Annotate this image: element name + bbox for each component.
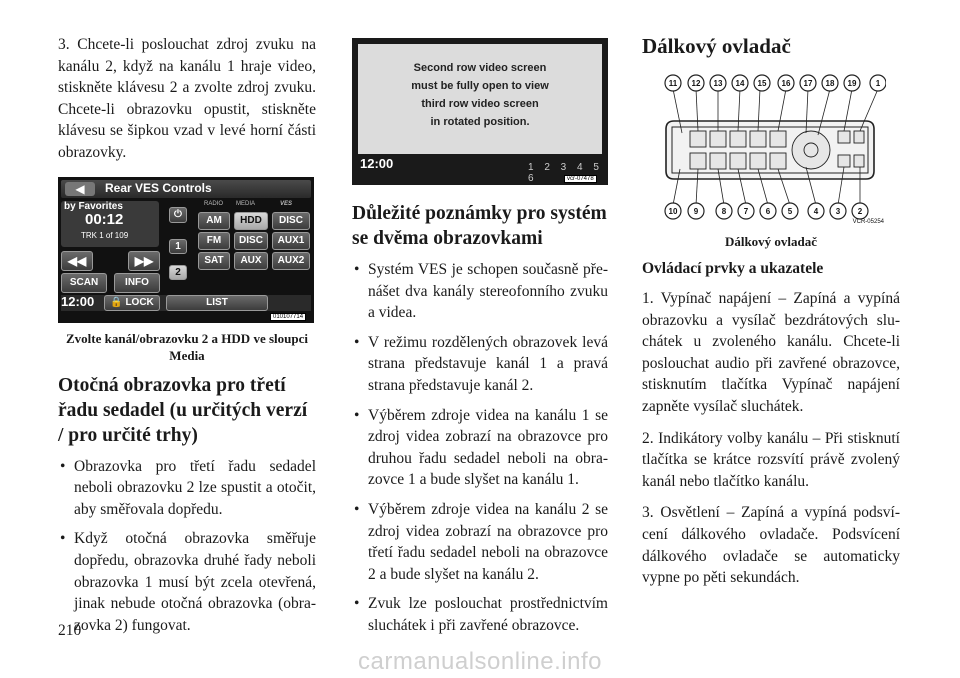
figure-caption: Dálkový ovladač [724, 234, 818, 249]
title-bar [61, 180, 311, 198]
bullet-list [58, 456, 316, 637]
figure-caption: Zvolte kanál/obrazovku 2 a HDD ve sloupci Media [66, 330, 308, 363]
ves-controls-screenshot [58, 177, 314, 323]
rewind-button[interactable]: ◀◀ [61, 251, 93, 271]
remote-drawing [656, 73, 886, 223]
arrow-left-icon[interactable]: ◀ [65, 182, 95, 196]
watermark: carmanualsonline.info [358, 648, 602, 675]
subsection-heading: Ovládací prvky a ukazatele [642, 260, 824, 277]
callout-16: 16 [781, 79, 791, 88]
disc-button-media[interactable]: DISC [234, 232, 268, 250]
am-button[interactable]: AM [198, 212, 230, 230]
callout-15: 15 [757, 79, 767, 88]
lock-label: LOCK [125, 296, 154, 308]
aux-button[interactable]: AUX [234, 252, 268, 270]
ves-header: VES [280, 200, 293, 207]
callout-3: 3 [835, 207, 841, 216]
clock: 12:00 [61, 293, 95, 309]
list-item: • Obrazovka pro třetí řadu sedadel neboli obrazovku 2 lze spustit a otočit, aby směřovala dopředu. [58, 456, 316, 521]
favorites-label: by Favorites [64, 200, 123, 212]
page-indicator: 1 2 3 4 5 6 [528, 162, 603, 184]
figure-code: 010107714 [270, 313, 306, 321]
remote-diagram [656, 73, 886, 223]
screen-warning-screenshot [352, 38, 608, 185]
message-line: in rotated position. [430, 116, 530, 128]
sat-button[interactable]: SAT [198, 252, 230, 270]
screen-message [358, 59, 602, 131]
callout-2: 2 [857, 207, 863, 216]
screen-title: Rear VES Controls [105, 180, 212, 195]
scan-button[interactable]: SCAN [61, 273, 107, 293]
info-button[interactable]: INFO [114, 273, 160, 293]
figure-code: vcr-07478 [564, 175, 597, 183]
callout-14: 14 [735, 79, 745, 88]
list-item: • Výběrem zdroje videa na kanálu 1 se zdroj videa zobrazí na obrazovce pro druhou řadu sedadel neboli na obrazovce 1 a bude slyšet na kanálu 1. [352, 405, 608, 491]
track-display: TRK 1 of 109 [81, 230, 129, 240]
column-right [642, 34, 900, 589]
callout-4: 4 [813, 207, 819, 216]
paragraph: 1. Vypínač napájení – Zapíná a vypíná obrazovku a vysílač bezdrátových sluchátek u zvoleného kanálu. Chcete-li poslouchat audio při zavřené obrazovce, stisknutím tlačítka Vypínač napájení zapněte vysílač sluchátek. [642, 290, 900, 415]
section-heading: Důležité poznámky pro systém se dvěma obrazovkami [352, 203, 607, 249]
hdd-button[interactable]: HDD [234, 212, 268, 230]
list-item: • Zvuk lze poslouchat prostřednictvím sluchátek i při zavřené obrazovce. [352, 593, 608, 636]
list-item: • V režimu rozdělených obrazovek levá strana představuje kanál 1 a pravá strana představuje kanál 2. [352, 332, 608, 397]
paragraph: 3. Osvětlení – Zapíná a vypíná podsvícení dálkového ovladače. Podsvícení dálkového ovladače se automaticky vypne po pěti sekundách. [642, 504, 900, 587]
bullet-list [352, 259, 608, 637]
clock: 12:00 [360, 156, 394, 171]
fm-button[interactable]: FM [198, 232, 230, 250]
section-heading: Dálkový ovladač [642, 34, 791, 58]
section-heading: Otočná obrazovka pro třetí řadu sedadel (u určitých verzí / pro určité trhy) [58, 374, 308, 446]
list-item: • Výběrem zdroje videa na kanálu 2 se zdroj videa zobrazí na obrazovce pro třetí řadu sedadel neboli na obrazovce 2 a bude slyšet na kanálu 2. [352, 499, 608, 585]
fast-forward-button[interactable]: ▶▶ [128, 251, 160, 271]
callout-17: 17 [803, 79, 813, 88]
callout-7: 7 [743, 207, 749, 216]
power-icon[interactable]: ⏻ [169, 207, 187, 223]
list-item: • Když otočná obrazovka směřuje dopředu, obrazovka druhé řady neboli obrazovka 1 musí být zcela otevřená, jinak nebude otočná obrazovka (obrazovka 2) fungovat. [58, 528, 316, 636]
list-item: • Systém VES je schopen současně přenášet dva kanály stereofonního zvuku a videa. [352, 259, 608, 324]
callout-19: 19 [847, 79, 857, 88]
callout-1: 1 [875, 79, 881, 88]
disc-button-ves[interactable]: DISC [272, 212, 310, 230]
message-line: Second row video screen [413, 62, 547, 74]
favorites-panel [61, 201, 159, 247]
channel-2-button[interactable]: 2 [169, 265, 187, 280]
intro-paragraph: 3. Chcete-li poslouchat zdroj zvuku na kanálu 2, když na kanálu 1 hraje video, stiskněte klávesu 2 a zvolte zdroj zvuku. Chcete-li obrazovku opustit, stiskněte klávesu se šipkou vzad v levé horní části obrazovky. [58, 36, 316, 161]
message-line: must be fully open to view [411, 80, 549, 92]
figure-code: VCR-05254 [852, 219, 884, 223]
callout-18: 18 [825, 79, 835, 88]
callout-12: 12 [691, 79, 701, 88]
callout-11: 11 [668, 79, 678, 88]
time-display: 00:12 [85, 210, 124, 228]
callout-10: 10 [668, 207, 678, 216]
paragraph: 2. Indikátory volby kanálu – Při stisknutí tlačítka se krátce rozsvítí právě zvolený kanál nebo tlačítko kanálu. [642, 429, 900, 490]
callout-5: 5 [787, 207, 793, 216]
lock-button[interactable] [104, 295, 160, 311]
callout-13: 13 [713, 79, 723, 88]
callout-8: 8 [721, 207, 727, 216]
callout-9: 9 [693, 207, 699, 216]
aux2-button[interactable]: AUX2 [272, 252, 310, 270]
page-number: 210 [58, 622, 82, 639]
callout-6: 6 [765, 207, 771, 216]
media-header: MEDIA [236, 200, 256, 207]
radio-header: RADIO [204, 200, 224, 207]
screen-area [358, 44, 602, 154]
aux1-button[interactable]: AUX1 [272, 232, 310, 250]
channel-1-button[interactable]: 1 [169, 239, 187, 254]
message-line: third row video screen [421, 98, 539, 110]
column-left [58, 34, 316, 644]
lock-icon: 🔒 [110, 296, 123, 308]
column-middle [352, 38, 608, 645]
list-button[interactable]: LIST [166, 295, 268, 311]
